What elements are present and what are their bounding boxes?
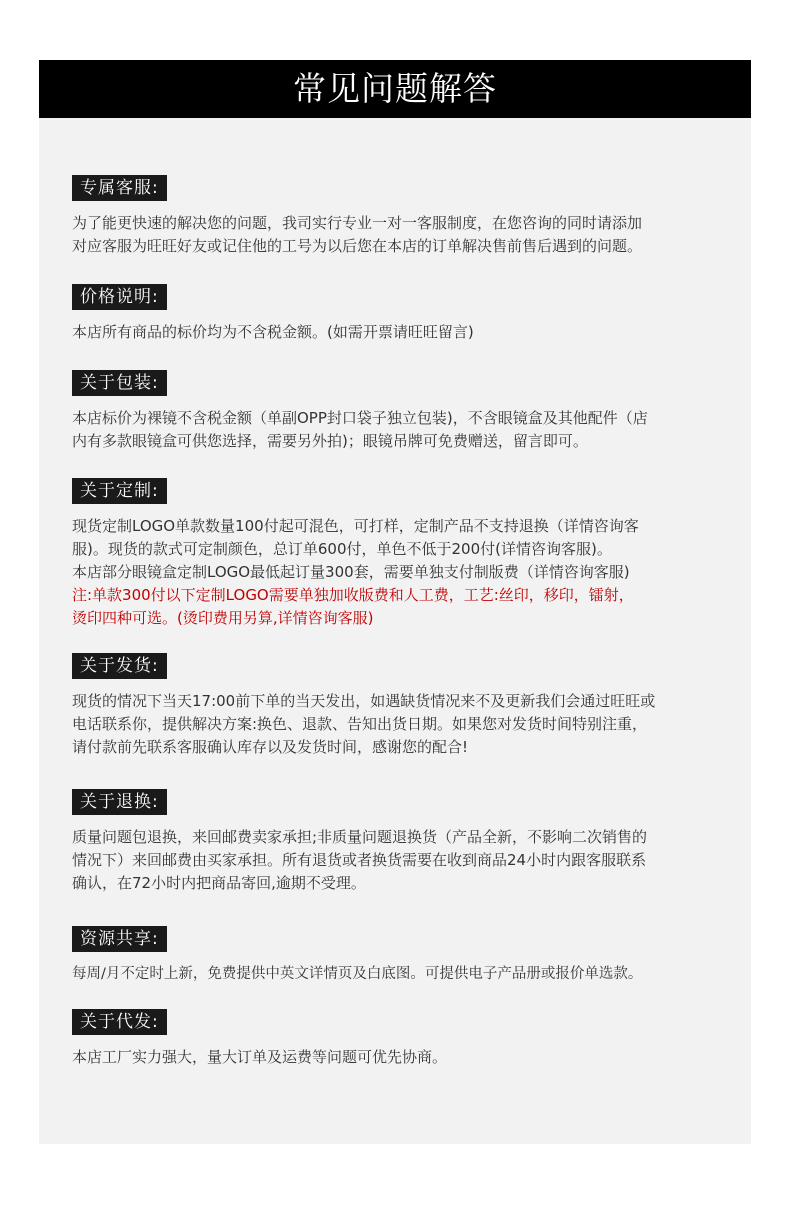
section-body-line: 现货定制LOGO单款数量100付起可混色，可打样，定制产品不支持退换（详情咨询客 xyxy=(72,517,639,535)
section-body-line: 本店工厂实力强大，量大订单及运费等问题可优先协商。 xyxy=(72,1048,448,1066)
section-title-badge: 专属客服: xyxy=(72,175,167,201)
section-body-line: 服)。现货的款式可定制颜色，总订单600付，单色不低于200付(详情咨询客服)。 xyxy=(72,540,612,558)
section-body xyxy=(72,407,752,453)
section-body-line: 质量问题包退换，来回邮费卖家承担;非质量问题退换货（产品全新，不影响二次销售的 xyxy=(72,828,648,846)
section-body-line: 本店标价为裸镜不含税金额（单副OPP封口袋子独立包装)，不含眼镜盒及其他配件（店 xyxy=(72,409,648,427)
section-title-badge: 关于发货: xyxy=(72,653,167,679)
section-body xyxy=(72,690,752,759)
faq-section-packaging xyxy=(72,370,752,453)
section-body xyxy=(72,1046,752,1069)
section-title-badge: 关于退换: xyxy=(72,789,167,815)
section-body-line: 情况下）来回邮费由买家承担。所有退货或者换货需要在收到商品24小时内跟客服联系 xyxy=(72,851,647,869)
page-title: 常见问题解答 xyxy=(39,60,751,118)
section-body-line: 对应客服为旺旺好友或记住他的工号为以后您在本店的订单解决售前售后遇到的问题。 xyxy=(72,237,643,255)
warning-note-line: 注:单款300付以下定制LOGO需要单独加收版费和人工费，工艺:丝印，移印，镭射， xyxy=(72,586,634,604)
section-body-line: 请付款前先联系客服确认库存以及发货时间，感谢您的配合! xyxy=(72,738,469,756)
section-body-line: 内有多款眼镜盒可供您选择，需要另外拍)；眼镜吊牌可免费赠送，留言即可。 xyxy=(72,432,588,450)
section-body-line: 本店部分眼镜盒定制LOGO最低起订量300套，需要单独支付制版费（详情咨询客服) xyxy=(72,563,630,581)
faq-section-dropshipping xyxy=(72,1009,752,1069)
section-body xyxy=(72,212,752,258)
section-body-line: 现货的情况下当天17:00前下单的当天发出，如遇缺货情况来不及更新我们会通过旺旺或 xyxy=(72,692,656,710)
faq-section-resources xyxy=(72,926,752,986)
faq-section-customization xyxy=(72,478,752,630)
section-body-line: 本店所有商品的标价均为不含税金额。(如需开票请旺旺留言) xyxy=(72,323,474,341)
section-body xyxy=(72,321,752,344)
section-title-badge: 关于代发: xyxy=(72,1009,167,1035)
faq-panel xyxy=(39,118,751,1144)
faq-section-shipping xyxy=(72,653,752,759)
section-title-badge: 资源共享: xyxy=(72,926,167,952)
faq-section-returns xyxy=(72,789,752,895)
section-body xyxy=(72,515,752,630)
section-body-line: 每周/月不定时上新，免费提供中英文详情页及白底图。可提供电子产品册或报价单选款。 xyxy=(72,966,643,982)
section-title-badge: 关于包装: xyxy=(72,370,167,396)
warning-note-line: 烫印四种可选。(烫印费用另算,详情咨询客服) xyxy=(72,609,374,627)
section-body-line: 确认，在72小时内把商品寄回,逾期不受理。 xyxy=(72,874,366,892)
faq-section-pricing xyxy=(72,284,752,344)
section-body xyxy=(72,963,752,986)
section-title-badge: 价格说明: xyxy=(72,284,167,310)
faq-section-dedicated-service xyxy=(72,175,752,258)
section-body xyxy=(72,826,752,895)
section-title-badge: 关于定制: xyxy=(72,478,167,504)
section-body-line: 电话联系你，提供解决方案:换色、退款、告知出货日期。如果您对发货时间特别注重， xyxy=(72,715,648,733)
section-body-line: 为了能更快速的解决您的问题，我司实行专业一对一客服制度，在您咨询的同时请添加 xyxy=(72,214,643,232)
